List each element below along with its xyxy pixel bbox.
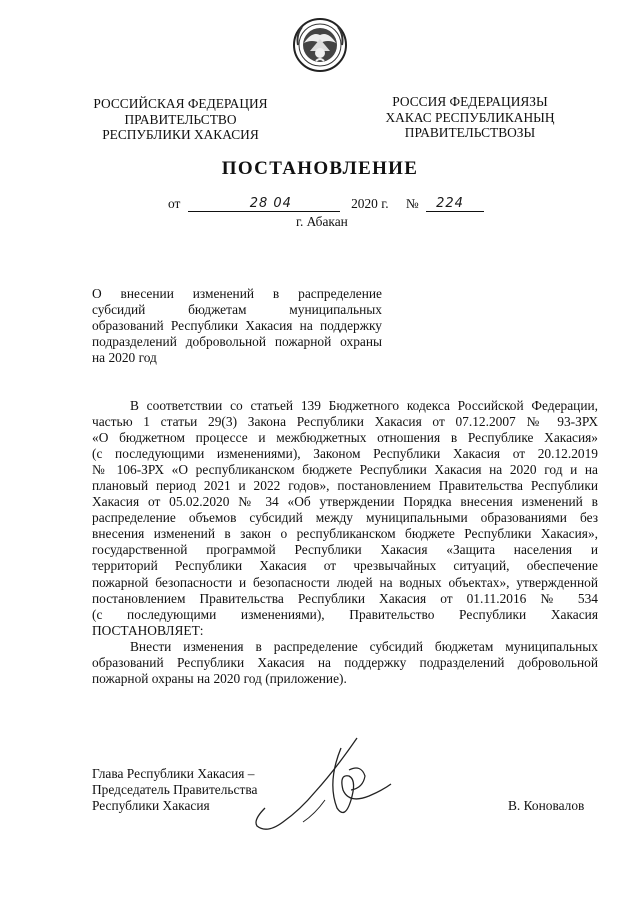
header-right-line: РОССИЯ ФЕДЕРАЦИЯЗЫ <box>392 94 548 109</box>
body-line: частью 1 статьи 29(3) Закона Республики Хакасия от 07.12.2007 № 93-ЗРХ <box>92 414 598 430</box>
number-handwritten: 224 <box>436 196 464 211</box>
body-line: Внести изменения в распределение субсидий бюджетам муниципальных <box>130 638 598 654</box>
body-line: Хакасия от 05.02.2020 № 34 «Об утверждении Порядка внесения изменений в <box>92 494 598 510</box>
subject-line: подразделений добровольной пожарной охраны <box>92 334 382 349</box>
date-prefix: от <box>168 196 181 211</box>
body-line: плановый период 2021 и 2022 годов», постановлением Правительства Республики <box>92 478 598 494</box>
body-line: (с последующими изменениями), Законом Республики Хакасия от 20.12.2019 <box>92 446 598 462</box>
header-right <box>350 94 590 141</box>
subject-line: образований Республики Хакасия на поддержку <box>92 318 382 333</box>
subject-line: О внесении изменений в распределение <box>92 286 382 301</box>
header-right-line: ХАКАС РЕСПУБЛИКАНЫҢ <box>385 109 555 125</box>
subject-line: субсидий бюджетам муниципальных <box>92 302 382 317</box>
date-year: 2020 г. <box>351 196 389 211</box>
header-left-line: ПРАВИТЕЛЬСТВО <box>124 111 237 127</box>
body-line: территорий Республики Хакасия от чрезвычайных ситуаций, обеспечение <box>92 558 598 574</box>
body-line: пожарной безопасности и безопасности людей на водных объектах», утвержденной <box>92 574 598 590</box>
body-text <box>92 398 598 687</box>
body-line: ПОСТАНОВЛЯЕТ: <box>92 622 204 638</box>
header-left-line: РОССИЙСКАЯ ФЕДЕРАЦИЯ <box>93 96 268 111</box>
number-field <box>426 195 484 212</box>
body-line: № 106-ЗРХ «О республиканском бюджете Республики Хакасия на 2020 год и на <box>92 462 598 478</box>
header-right-line: ПРАВИТЕЛЬСТВОЗЫ <box>404 125 536 140</box>
city: г. Абакан <box>296 214 348 229</box>
body-line: распределение объемов субсидий между муниципальными образованиями без <box>92 510 598 526</box>
date-field <box>188 195 340 212</box>
subject-block <box>92 286 382 366</box>
body-line: (с последующими изменениями), Правительство Республики Хакасия <box>92 606 598 622</box>
body-line: «О бюджетном процессе и межбюджетных отношения в Республике Хакасия» <box>92 430 598 446</box>
signatory-position-line: Республики Хакасия <box>92 798 210 813</box>
subject-line: на 2020 год <box>92 350 157 365</box>
coat-of-arms-icon <box>292 17 348 73</box>
header-left-line: РЕСПУБЛИКИ ХАКАСИЯ <box>102 127 259 142</box>
signatory-position-line: Глава Республики Хакасия – <box>92 766 255 781</box>
date-handwritten: 28 04 <box>249 196 292 211</box>
body-line: внесения изменений в закон о республиканском бюджете Республики Хакасия», <box>92 526 598 542</box>
document-title: ПОСТАНОВЛЕНИЕ <box>221 158 419 179</box>
body-line: В соответствии со статьей 139 Бюджетного кодекса Российской Федерации, <box>130 398 598 413</box>
handwritten-signature <box>245 730 395 840</box>
date-line <box>168 195 484 213</box>
body-line: пожарной охраны на 2020 год (приложение). <box>92 670 347 686</box>
signer-name: В. Коновалов <box>508 798 585 813</box>
signatory-position <box>92 766 257 814</box>
body-line: постановлением Правительства Республики Хакасия от 01.11.2016 № 534 <box>92 590 598 606</box>
number-label: № <box>405 196 419 211</box>
body-line: образований Республики Хакасия на поддержку подразделений добровольной <box>92 654 598 670</box>
signatory-position-line: Председатель Правительства <box>92 782 258 797</box>
body-line: государственной программой Республики Хакасия «Защита населения и <box>92 542 598 558</box>
header-left <box>78 96 283 143</box>
